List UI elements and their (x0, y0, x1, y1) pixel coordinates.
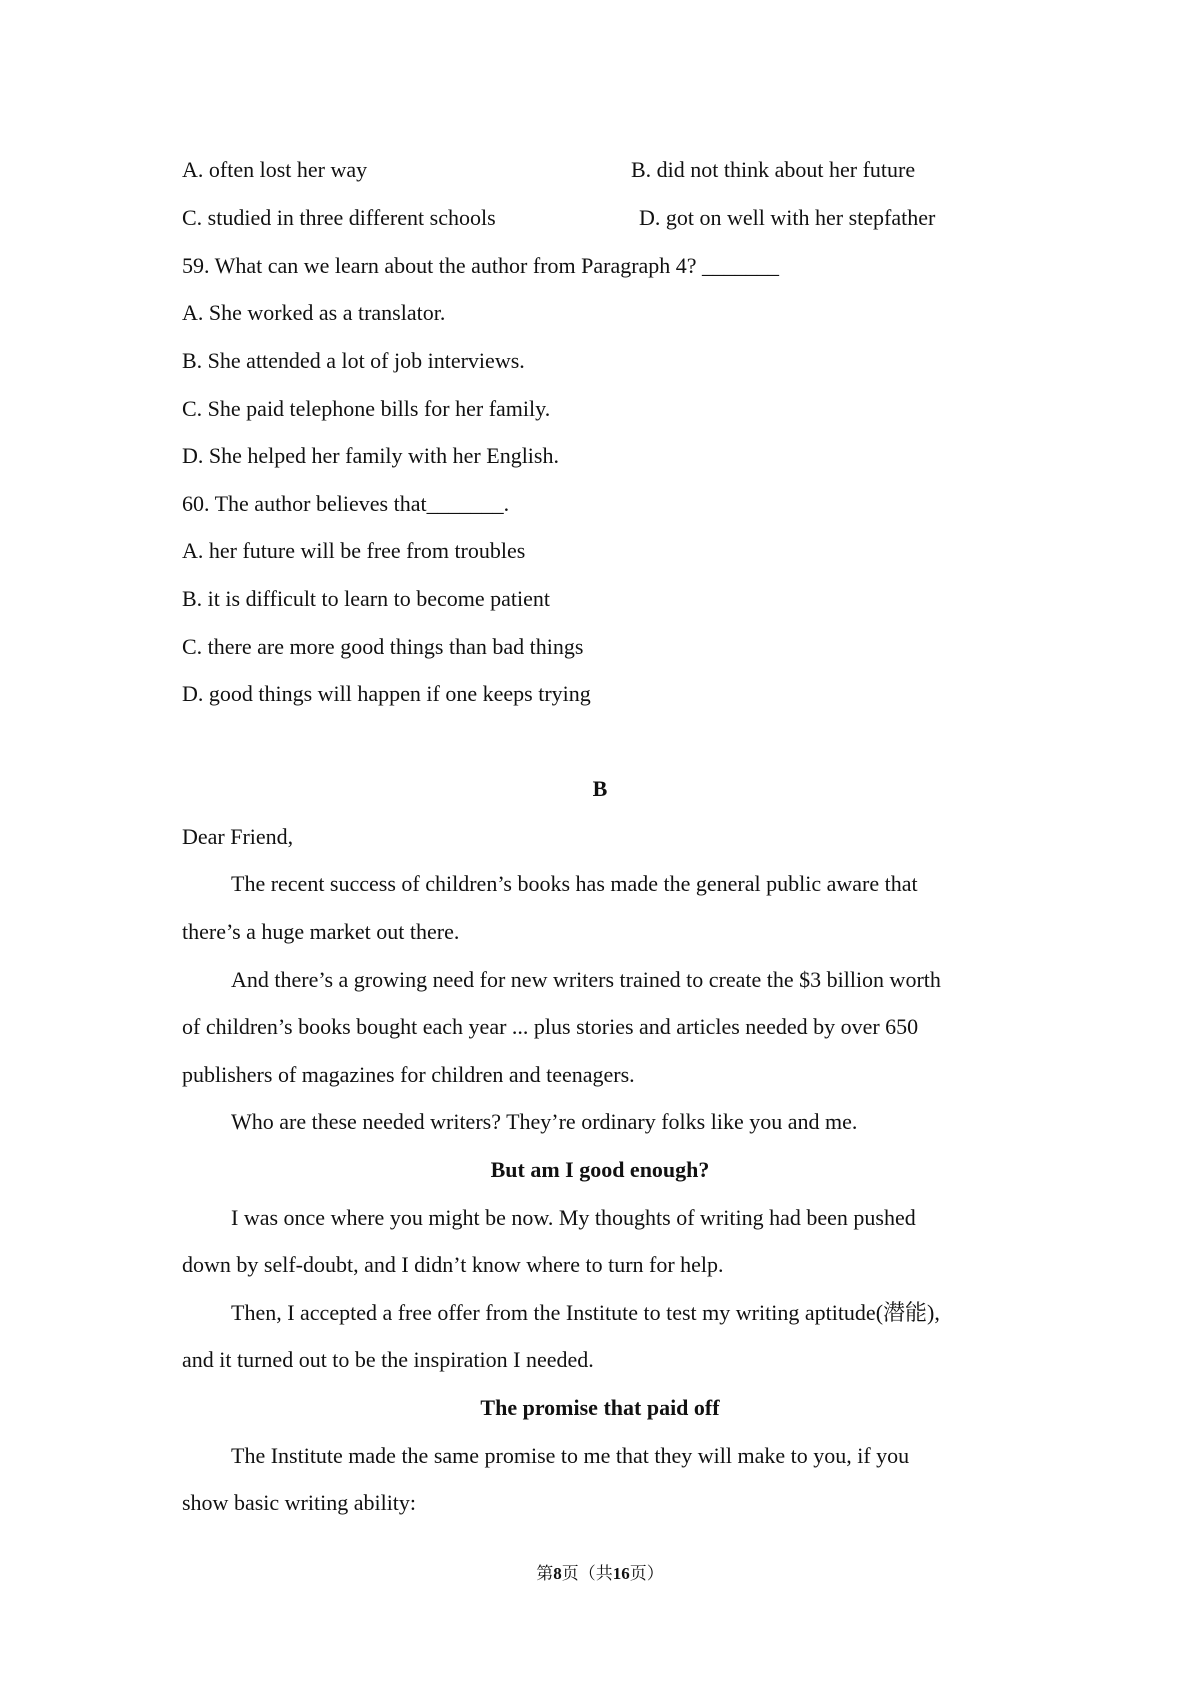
q60-option-c: C. there are more good things than bad things (182, 634, 584, 659)
q59-option-d: D. She helped her family with her English. (182, 443, 559, 468)
q59-option-a: A. She worked as a translator. (182, 300, 446, 325)
footer-suffix: 页） (629, 1564, 664, 1583)
footer-page-number: 8 (553, 1564, 562, 1583)
q60-option-d: D. good things will happen if one keeps trying (182, 681, 591, 706)
q58-option-a: A. often lost her way (182, 157, 368, 182)
q60-option-b: B. it is difficult to learn to become patient (182, 586, 551, 611)
paragraph-line: down by self-doubt, and I didn’t know where to turn for help. (182, 1252, 724, 1277)
paragraph-line: Then, I accepted a free offer from the Institute to test my writing aptitude(潜能), (231, 1300, 940, 1325)
passage-heading: B (592, 776, 608, 801)
q58-option-b: B. did not think about her future (631, 157, 916, 182)
q59-question: 59. What can we learn about the author from Paragraph 4? _______ (182, 253, 780, 278)
section-subheading: The promise that paid off (480, 1395, 720, 1420)
q59-option-c: C. She paid telephone bills for her family. (182, 396, 551, 421)
footer-total-pages: 16 (612, 1564, 630, 1583)
page-footer (0, 1563, 1200, 1585)
paragraph-line: show basic writing ability: (182, 1490, 417, 1515)
paragraph-line: of children’s books bought each year ... plus stories and articles needed by over 650 (182, 1014, 919, 1039)
q59-option-b: B. She attended a lot of job interviews. (182, 348, 525, 373)
q60-option-a: A. her future will be free from troubles (182, 538, 526, 563)
paragraph-line: Who are these needed writers? They’re ordinary folks like you and me. (231, 1109, 858, 1134)
q58-option-c: C. studied in three different schools (182, 205, 496, 230)
paragraph-line: there’s a huge market out there. (182, 919, 460, 944)
q60-question: 60. The author believes that_______. (182, 491, 510, 516)
footer-middle: 页（共 (561, 1564, 613, 1583)
salutation: Dear Friend, (182, 824, 294, 849)
paragraph-line: The Institute made the same promise to me that they will make to you, if you (231, 1443, 910, 1468)
q58-option-d: D. got on well with her stepfather (639, 205, 936, 230)
section-subheading: But am I good enough? (490, 1157, 710, 1182)
footer-prefix: 第 (536, 1564, 554, 1583)
paragraph-line: And there’s a growing need for new writers trained to create the $3 billion worth (231, 967, 941, 992)
paragraph-line: publishers of magazines for children and teenagers. (182, 1062, 635, 1087)
paragraph-line: I was once where you might be now. My thoughts of writing had been pushed (231, 1205, 916, 1230)
paragraph-line: and it turned out to be the inspiration I needed. (182, 1347, 594, 1372)
paragraph-line: The recent success of children’s books has made the general public aware that (231, 871, 918, 896)
